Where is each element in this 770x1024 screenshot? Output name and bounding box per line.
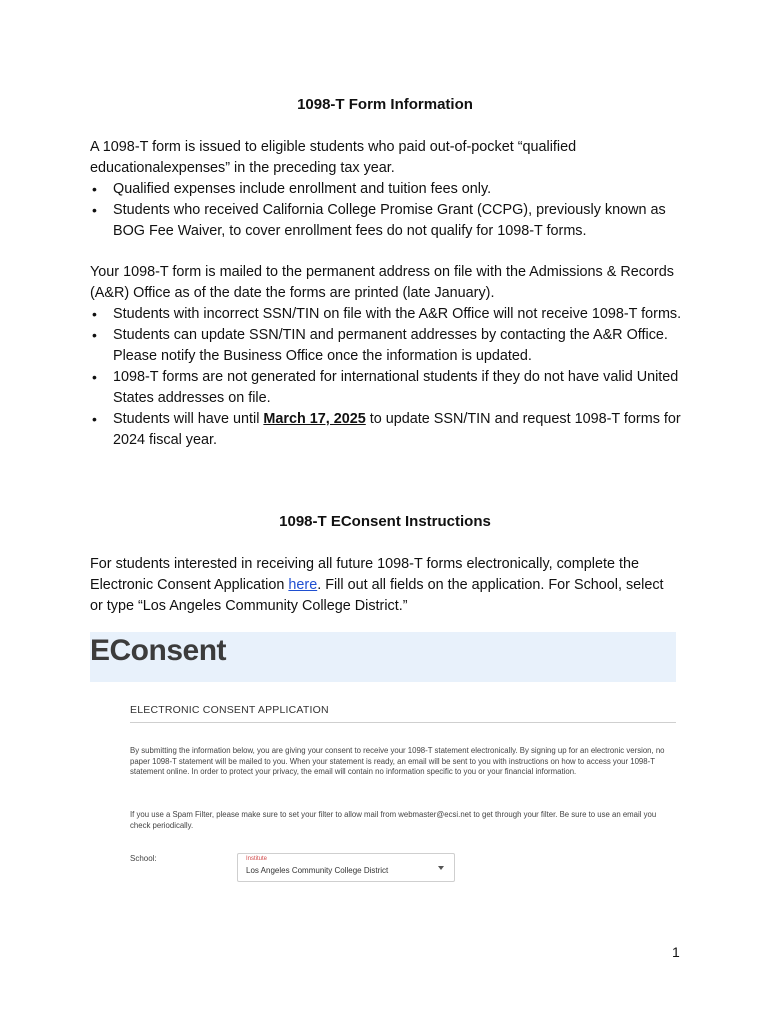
selected-school: Los Angeles Community College District <box>246 866 389 875</box>
qualified-expenses-list <box>90 179 682 242</box>
list-item: • Students with incorrect SSN/TIN on file with the A&R Office will not receive 1098-T forms. <box>90 304 682 325</box>
econsent-logo: EConsent <box>90 634 227 667</box>
divider <box>130 722 676 723</box>
instructions-text-start: For students interested in receiving all future 1098-T forms electronically, complete the Electronic Consent Application <box>90 556 639 593</box>
list-item <box>90 409 682 451</box>
deadline-suffix: to update SSN/TIN and request 1098-T forms for 2024 fiscal year. <box>113 411 681 448</box>
deadline-prefix: Students will have until <box>113 411 264 427</box>
page-number: 1 <box>672 944 680 960</box>
mailing-notes-list <box>90 304 682 451</box>
form-information-intro: A 1098-T form is issued to eligible students who paid out-of-pocket “qualified educationalexpenses” in the preceding tax year. <box>90 139 577 176</box>
mailing-intro: Your 1098-T form is mailed to the permanent address on file with the Admissions & Records (A&R) Office as of the date the forms are printed (late January). <box>90 264 674 301</box>
list-item: • 1098-T forms are not generated for international students if they do not have valid United States addresses on file. <box>90 367 682 409</box>
econsent-banner <box>90 632 676 682</box>
school-select[interactable] <box>237 853 455 882</box>
instructions-text-end: . Fill out all fields on the application. For School, select or type “Los Angeles Community College District.” <box>90 577 664 614</box>
spam-filter-paragraph: If you use a Spam Filter, please make sure to set your filter to allow mail from webmaster@ecsi.net to get through your filter. Be sure to use an email you check periodically. <box>130 810 657 830</box>
econsent-instructions-text <box>90 554 680 617</box>
list-item: • Qualified expenses include enrollment and tuition fees only. <box>90 179 682 200</box>
school-label: School: <box>130 854 157 863</box>
deadline-date: March 17, 2025 <box>263 411 366 427</box>
consent-paragraph: By submitting the information below, you are giving your consent to receive your 1098-T statement electronically. By signing up for an electronic version, no paper 1098-T statement will be mailed to you. When your statement is ready, an email will be sent to you with instructions on how to access your 1098-T statement online. In order to protect your privacy, the email will contain no information specific to you or your financial information. <box>130 746 665 776</box>
list-item: • Students can update SSN/TIN and permanent addresses by contacting the A&R Office. Please notify the Business Office once the information is updated. <box>90 325 682 367</box>
consent-form-title: ELECTRONIC CONSENT APPLICATION <box>130 704 329 716</box>
econsent-instructions-heading: 1098-T EConsent Instructions <box>279 513 491 530</box>
econsent-screenshot <box>90 632 676 888</box>
econsent-application-link[interactable]: here <box>288 577 318 593</box>
form-information-heading: 1098-T Form Information <box>297 96 473 113</box>
list-item: • Students who received California College Promise Grant (CCPG), previously known as BOG Fee Waiver, to cover enrollment fees do not qualify for 1098-T forms. <box>90 200 682 242</box>
chevron-down-icon <box>438 866 444 870</box>
select-caption: Institute <box>246 856 268 862</box>
